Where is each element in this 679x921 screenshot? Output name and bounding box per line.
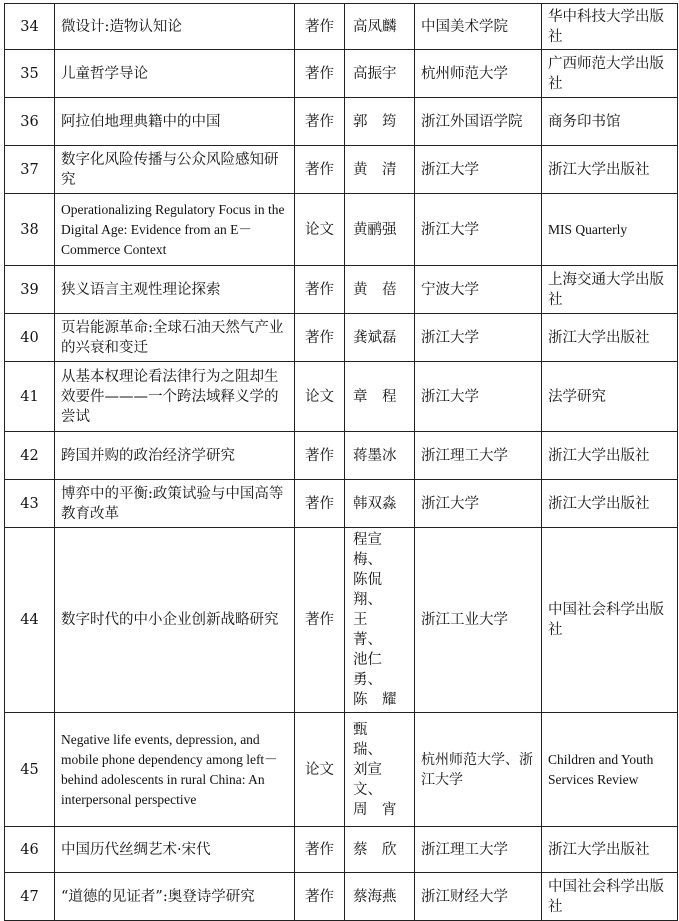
affiliation: 杭州师范大学、浙江大学 xyxy=(415,713,542,827)
publisher: MIS Quarterly xyxy=(542,194,678,266)
table-row xyxy=(5,266,678,314)
publisher: 商务印书馆 xyxy=(542,98,678,146)
work-title: Negative life events, depression, and mobile phone dependency among left－behind adolescents in rural China: An interpersonal perspective xyxy=(55,713,295,827)
author-names: 郭 筠 xyxy=(345,98,415,146)
work-type: 论文 xyxy=(295,194,345,266)
row-number: 36 xyxy=(5,98,55,146)
publisher: 中国社会科学出版社 xyxy=(542,873,678,921)
author-names: 黄 清 xyxy=(345,146,415,194)
work-type: 著作 xyxy=(295,4,345,50)
author-names: 龚斌磊 xyxy=(345,314,415,362)
work-type: 著作 xyxy=(295,827,345,873)
row-number: 46 xyxy=(5,827,55,873)
work-title: “道德的见证者”:奥登诗学研究 xyxy=(55,873,295,921)
affiliation: 浙江理工大学 xyxy=(415,827,542,873)
work-title: 阿拉伯地理典籍中的中国 xyxy=(55,98,295,146)
author-names: 高凤麟 xyxy=(345,4,415,50)
work-title: 跨国并购的政治经济学研究 xyxy=(55,432,295,480)
row-number: 35 xyxy=(5,50,55,98)
author-names: 黄鹂强 xyxy=(345,194,415,266)
affiliation: 浙江大学 xyxy=(415,480,542,528)
table-row xyxy=(5,50,678,98)
publisher: 华中科技大学出版社 xyxy=(542,4,678,50)
affiliation: 浙江大学 xyxy=(415,362,542,432)
work-title: 数字化风险传播与公众风险感知研究 xyxy=(55,146,295,194)
work-type: 著作 xyxy=(295,50,345,98)
work-title: 从基本权理论看法律行为之阻却生效要件———一个跨法域释义学的尝试 xyxy=(55,362,295,432)
table-row xyxy=(5,713,678,827)
publisher: 中国社会科学出版社 xyxy=(542,528,678,713)
publisher: 浙江大学出版社 xyxy=(542,314,678,362)
work-type: 论文 xyxy=(295,362,345,432)
work-title: 页岩能源革命:全球石油天然气产业的兴衰和变迁 xyxy=(55,314,295,362)
row-number: 38 xyxy=(5,194,55,266)
author-names: 章 程 xyxy=(345,362,415,432)
row-number: 40 xyxy=(5,314,55,362)
work-title: 狭义语言主观性理论探索 xyxy=(55,266,295,314)
author-names: 甄 瑞、 刘宣文、 周 宵 xyxy=(345,713,415,827)
publisher: 浙江大学出版社 xyxy=(542,432,678,480)
table-row xyxy=(5,528,678,713)
author-names: 蔡海燕 xyxy=(345,873,415,921)
affiliation: 杭州师范大学 xyxy=(415,50,542,98)
row-number: 43 xyxy=(5,480,55,528)
work-type: 著作 xyxy=(295,314,345,362)
work-type: 著作 xyxy=(295,528,345,713)
table-row xyxy=(5,827,678,873)
work-type: 著作 xyxy=(295,266,345,314)
publisher: 法学研究 xyxy=(542,362,678,432)
table-row xyxy=(5,98,678,146)
table-row xyxy=(5,194,678,266)
publisher: Children and Youth Services Review xyxy=(542,713,678,827)
work-type: 著作 xyxy=(295,873,345,921)
table-row xyxy=(5,146,678,194)
awards-table xyxy=(4,3,678,921)
table-row xyxy=(5,4,678,50)
row-number: 42 xyxy=(5,432,55,480)
affiliation: 宁波大学 xyxy=(415,266,542,314)
row-number: 41 xyxy=(5,362,55,432)
author-names: 蔡 欣 xyxy=(345,827,415,873)
table-row xyxy=(5,362,678,432)
row-number: 44 xyxy=(5,528,55,713)
publisher: 广西师范大学出版社 xyxy=(542,50,678,98)
affiliation: 浙江财经大学 xyxy=(415,873,542,921)
author-names: 黄 蓓 xyxy=(345,266,415,314)
table-row xyxy=(5,432,678,480)
table-row xyxy=(5,480,678,528)
work-type: 著作 xyxy=(295,432,345,480)
table-body xyxy=(5,4,678,921)
affiliation: 中国美术学院 xyxy=(415,4,542,50)
row-number: 39 xyxy=(5,266,55,314)
author-names: 蒋墨冰 xyxy=(345,432,415,480)
work-type: 著作 xyxy=(295,98,345,146)
work-title: 微设计:造物认知论 xyxy=(55,4,295,50)
work-title: 博弈中的平衡:政策试验与中国高等教育改革 xyxy=(55,480,295,528)
work-title: Operationalizing Regulatory Focus in the Digital Age: Evidence from an E－Commerce Context xyxy=(55,194,295,266)
work-title: 儿童哲学导论 xyxy=(55,50,295,98)
work-title: 数字时代的中小企业创新战略研究 xyxy=(55,528,295,713)
affiliation: 浙江外国语学院 xyxy=(415,98,542,146)
publisher: 浙江大学出版社 xyxy=(542,480,678,528)
affiliation: 浙江理工大学 xyxy=(415,432,542,480)
author-names: 韩双淼 xyxy=(345,480,415,528)
author-names: 高振宇 xyxy=(345,50,415,98)
row-number: 37 xyxy=(5,146,55,194)
publisher: 上海交通大学出版社 xyxy=(542,266,678,314)
table-row xyxy=(5,314,678,362)
row-number: 45 xyxy=(5,713,55,827)
work-type: 论文 xyxy=(295,713,345,827)
work-title: 中国历代丝绸艺术·宋代 xyxy=(55,827,295,873)
publisher: 浙江大学出版社 xyxy=(542,146,678,194)
author-names: 程宣梅、 陈侃翔、 王 菁、 池仁勇、 陈 耀 xyxy=(345,528,415,713)
row-number: 47 xyxy=(5,873,55,921)
affiliation: 浙江大学 xyxy=(415,146,542,194)
work-type: 著作 xyxy=(295,480,345,528)
table-row xyxy=(5,873,678,921)
affiliation: 浙江工业大学 xyxy=(415,528,542,713)
publisher: 浙江大学出版社 xyxy=(542,827,678,873)
affiliation: 浙江大学 xyxy=(415,314,542,362)
work-type: 著作 xyxy=(295,146,345,194)
affiliation: 浙江大学 xyxy=(415,194,542,266)
row-number: 34 xyxy=(5,4,55,50)
